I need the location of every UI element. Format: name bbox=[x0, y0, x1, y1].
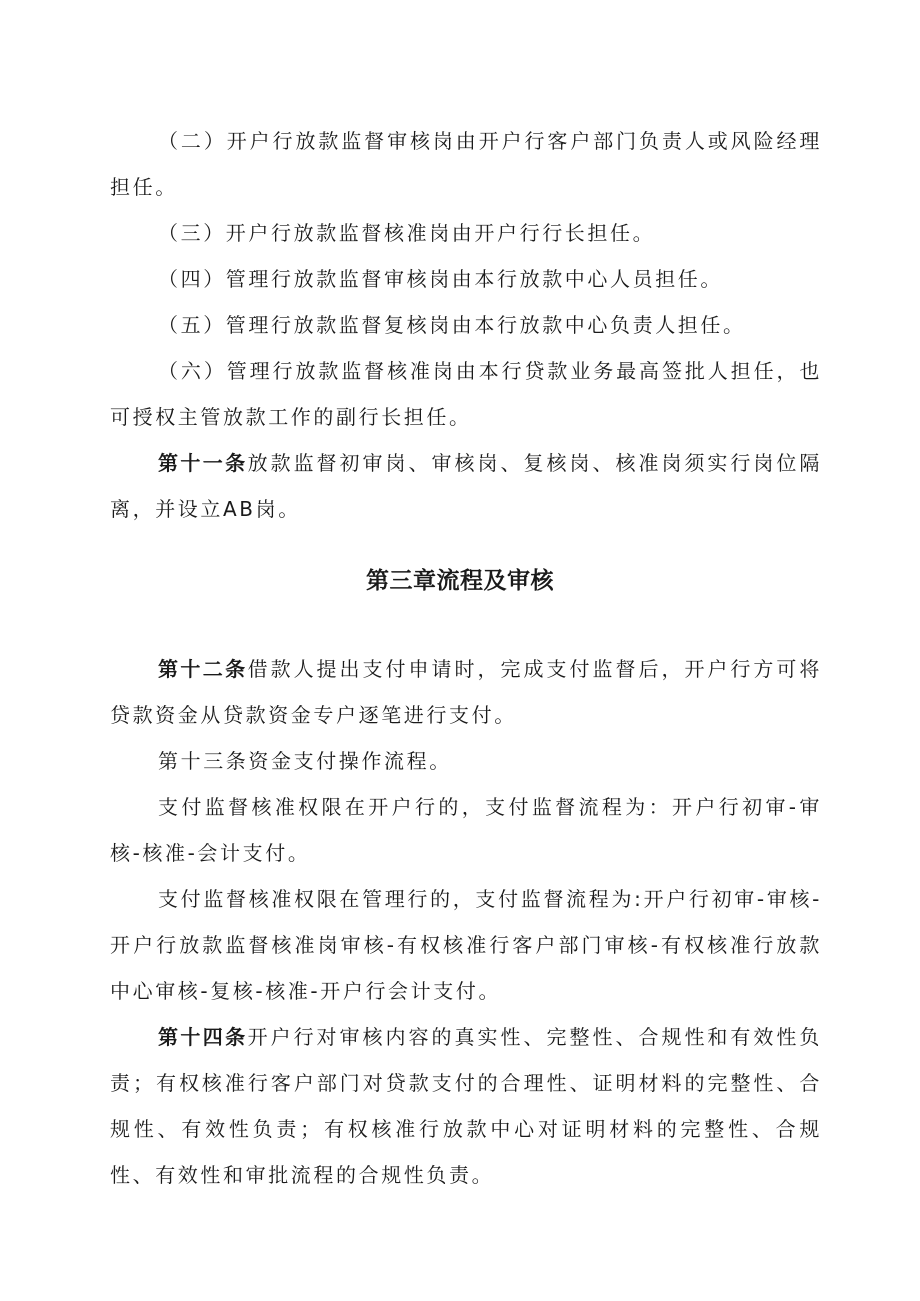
article-11 bbox=[110, 440, 822, 532]
clause-5: （五）管理行放款监督复核岗由本行放款中心负责人担任。 bbox=[158, 313, 746, 337]
article-13: 第十三条资金支付操作流程。 bbox=[158, 749, 452, 773]
article-12 bbox=[110, 646, 822, 738]
article-12-body: 借款人提出支付申请时，完成支付监督后，开户行方可将贷款资金从贷款资金专户逐笔进行支付。 bbox=[110, 657, 823, 727]
flow-branch-bank: 支付监督核准权限在开户行的，支付监督流程为：开户行初审-审核-核准-会计支付。 bbox=[110, 795, 822, 865]
article-14-body: 开户行对审核内容的真实性、完整性、合规性和有效性负责；有权核准行客户部门对贷款支付的合理性、证明材料的完整性、合规性、有效性负责；有权核准行放款中心对证明材料的完整性、合规性、有效性和审批流程的合规性负责。 bbox=[110, 1025, 823, 1187]
clause-2: （二）开户行放款监督审核岗由开户行客户部门负责人或风险经理担任。 bbox=[110, 129, 822, 199]
clause-3: （三）开户行放款监督核准岗由开户行行长担任。 bbox=[158, 221, 656, 245]
clause-6: （六）管理行放款监督核准岗由本行贷款业务最高签批人担任，也可授权主管放款工作的副行长担任。 bbox=[110, 359, 822, 429]
article-14-heading: 第十四条 bbox=[158, 1025, 248, 1049]
article-11-heading: 第十一条 bbox=[158, 451, 248, 475]
article-14 bbox=[110, 1014, 822, 1198]
article-12-heading: 第十二条 bbox=[158, 657, 248, 681]
clause-4: （四）管理行放款监督审核岗由本行放款中心人员担任。 bbox=[158, 267, 723, 291]
chapter-title: 第三章流程及审核 bbox=[366, 568, 554, 594]
flow-management-bank: 支付监督核准权限在管理行的，支付监督流程为:开户行初审-审核-开户行放款监督核准岗审核-有权核准行客户部门审核-有权核准行放款中心审核-复核-核准-开户行会计支付。 bbox=[110, 887, 822, 1003]
article-11-body: 放款监督初审岗、审核岗、复核岗、核准岗须实行岗位隔离，并设立AB岗。 bbox=[110, 451, 823, 521]
